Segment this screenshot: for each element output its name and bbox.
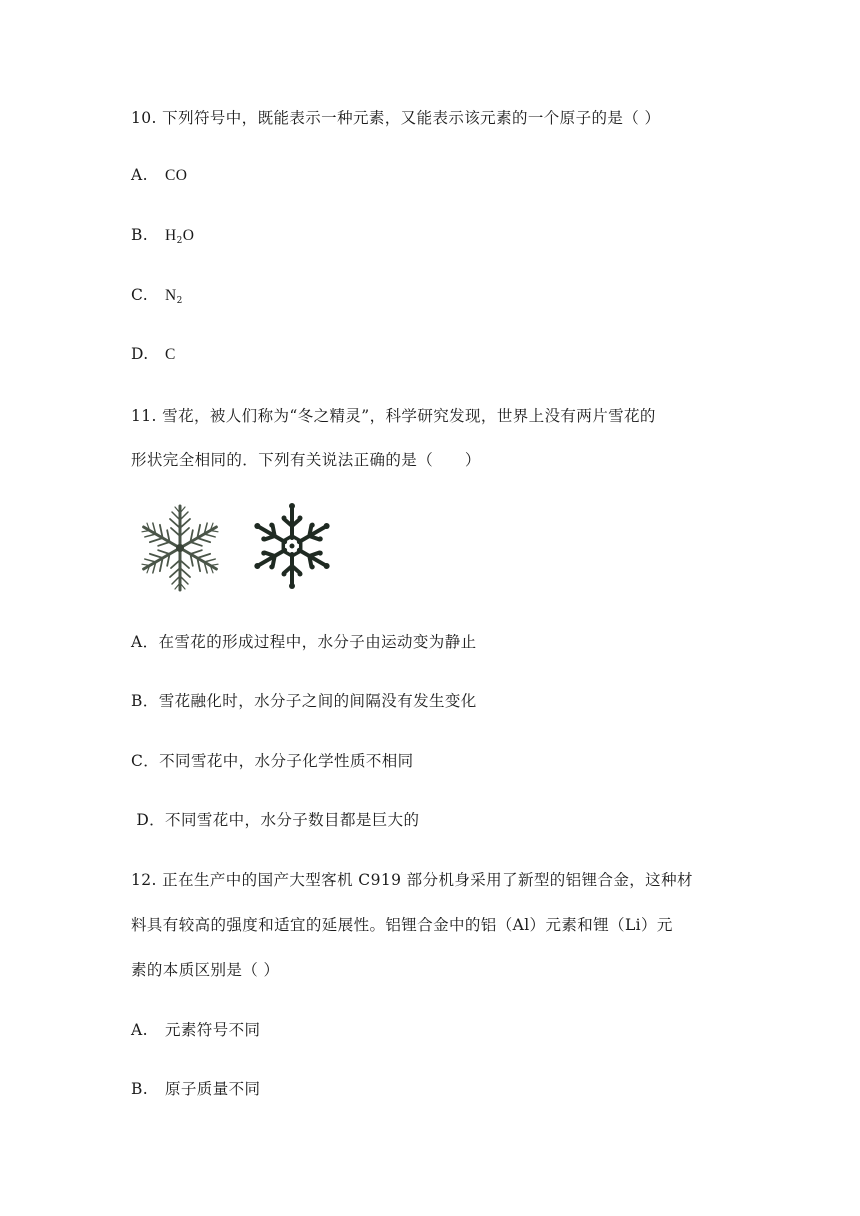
option-text: 元素符号不同 xyxy=(165,1021,261,1039)
option-letter: C. xyxy=(131,286,149,304)
q12-option-b xyxy=(131,1077,260,1099)
q10-option-c xyxy=(131,286,183,306)
q10-option-d xyxy=(131,345,176,364)
question-12-text-line3: 素的本质区别是（ ） xyxy=(131,961,280,979)
option-letter: A. xyxy=(131,1021,148,1039)
q12-option-a xyxy=(131,1018,260,1040)
question-12-text-line1: 12. 正在生产中的国产大型客机 C919 部分机身采用了新型的铝锂合金，这种材 xyxy=(131,871,693,889)
option-formula: C xyxy=(165,346,176,363)
formula-subscript: 2 xyxy=(176,236,183,246)
q11-option-b: B．雪花融化时，水分子之间的间隔没有发生变化 xyxy=(131,692,477,710)
snowflake-images xyxy=(132,500,342,595)
snowflake-image-1 xyxy=(139,506,222,590)
q11-option-a: A．在雪花的形成过程中，水分子由运动变为静止 xyxy=(131,633,477,651)
question-11-text-line1: 11. 雪花，被人们称为“冬之精灵”，科学研究发现，世界上没有两片雪花的 xyxy=(131,407,656,425)
question-11-text-line2: 形状完全相同的．下列有关说法正确的是（ ） xyxy=(131,451,481,469)
q11-option-d: D．不同雪花中，水分子数目都是巨大的 xyxy=(131,811,420,829)
q11-option-c: C．不同雪花中，水分子化学性质不相同 xyxy=(131,752,414,770)
q10-option-b xyxy=(131,226,194,246)
option-formula: CO xyxy=(165,167,188,184)
option-letter: B. xyxy=(131,226,149,244)
option-formula-rest: O xyxy=(182,227,195,244)
option-letter: D. xyxy=(131,345,149,363)
q10-option-a xyxy=(131,166,187,185)
option-formula: N xyxy=(165,287,177,304)
option-letter: B. xyxy=(131,1080,149,1098)
question-12-text-line2: 料具有较高的强度和适宜的延展性。铝锂合金中的铝（Al）元素和锂（Li）元 xyxy=(131,916,673,934)
question-10-text: 10. 下列符号中，既能表示一种元素，又能表示该元素的一个原子的是（ ） xyxy=(131,109,661,127)
formula-subscript: 2 xyxy=(176,296,183,306)
snowflake-image-2 xyxy=(250,503,335,589)
option-formula: H xyxy=(165,227,177,244)
option-text: 原子质量不同 xyxy=(165,1080,261,1098)
option-letter: A. xyxy=(131,166,148,184)
